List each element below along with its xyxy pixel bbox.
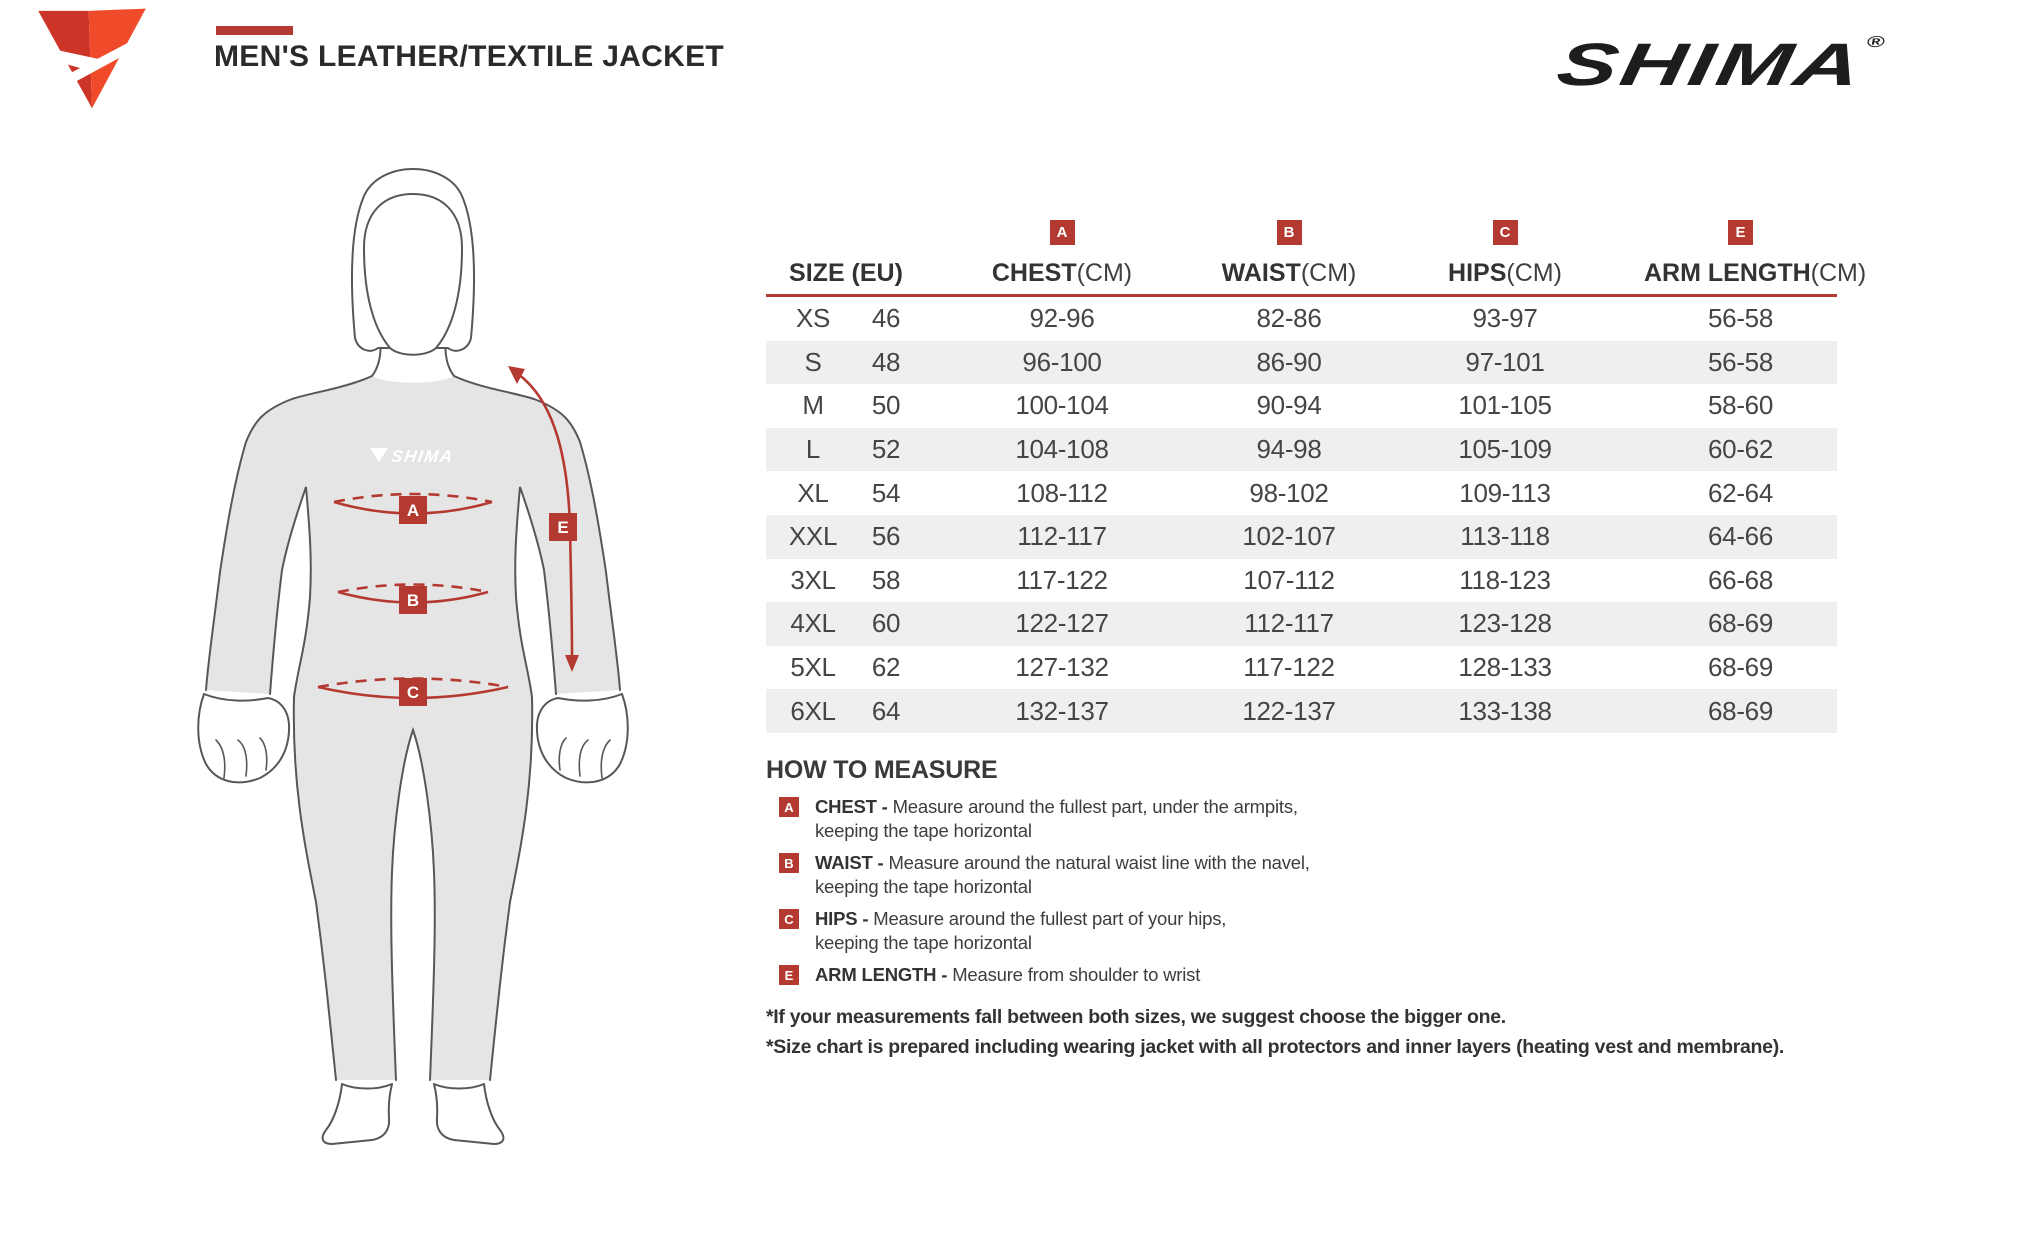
figure-badge-chest <box>399 496 427 524</box>
measure-instructions <box>779 795 1575 987</box>
column-header-chest: CHEST(CM) <box>991 259 1133 287</box>
right-foot <box>434 1084 503 1144</box>
left-hand <box>198 694 289 782</box>
title-accent-bar <box>216 26 293 35</box>
column-badge-chest: A <box>1050 220 1075 245</box>
size-table-body <box>766 297 1837 733</box>
shima-arrow-logo-icon <box>36 6 148 112</box>
right-hand <box>537 694 628 782</box>
column-badge-hips: C <box>1493 220 1518 245</box>
figure-badge-hips <box>399 678 427 706</box>
column-header-size: SIZE (EU) <box>789 259 903 287</box>
registered-trademark-icon: ® <box>1865 34 1887 51</box>
size-table-header <box>766 220 1867 294</box>
table-row: XS 46 92-96 82-86 93-97 56-58 <box>795 303 1773 334</box>
table-row: 3XL 58 117-122 107-112 118-123 66-68 <box>790 564 1773 595</box>
svg-text:B: B <box>406 591 420 610</box>
page-title: MEN'S LEATHER/TEXTILE JACKET <box>214 40 725 73</box>
how-to-measure-heading: HOW TO MEASURE <box>766 756 998 784</box>
measure-item-waist: B WAIST - Measure around the natural waist line with the navel, keeping the tape horizontal <box>779 851 1575 898</box>
figure-badge-arm <box>549 513 577 541</box>
svg-text:C: C <box>406 683 420 702</box>
table-row: 6XL 64 132-137 122-137 133-138 68-69 <box>766 689 1837 733</box>
table-row: XL 54 108-112 98-102 109-113 62-64 <box>797 477 1773 508</box>
svg-text:A: A <box>406 501 420 520</box>
table-row: XXL 56 112-117 102-107 113-118 64-66 <box>766 515 1837 559</box>
table-row: 4XL 60 122-127 112-117 123-128 68-69 <box>766 602 1837 646</box>
left-foot <box>323 1084 392 1144</box>
measure-item-chest: A CHEST - Measure around the fullest part, under the armpits, keeping the tape horizontal <box>779 795 1575 842</box>
table-row: L 52 104-108 94-98 105-109 60-62 <box>766 428 1837 472</box>
column-badge-arm: E <box>1728 220 1753 245</box>
footnote-size-chart: *Size chart is prepared including wearing jacket with all protectors and inner layers (heating vest and membrane). <box>766 1036 1785 1058</box>
measure-badge-chest: A <box>779 797 799 817</box>
measure-badge-hips: C <box>779 909 799 929</box>
column-header-hips: HIPS(CM) <box>1448 259 1562 287</box>
measure-badge-arm: E <box>779 965 799 985</box>
column-header-waist: WAIST(CM) <box>1221 259 1357 287</box>
svg-text:SHIMA: SHIMA <box>390 447 455 466</box>
figure-badge-waist <box>399 586 427 614</box>
body-measurement-diagram <box>168 142 668 1152</box>
measure-badge-waist: B <box>779 853 799 873</box>
column-header-arm: ARM LENGTH(CM) <box>1644 259 1867 287</box>
face <box>364 194 462 355</box>
table-row: 5XL 62 127-132 117-122 128-133 68-69 <box>790 652 1773 683</box>
table-row: S 48 96-100 86-90 97-101 56-58 <box>766 341 1837 385</box>
measure-item-arm-length: E ARM LENGTH - Measure from shoulder to wrist <box>779 963 1575 987</box>
footnote-sizes: *If your measurements fall between both sizes, we suggest choose the bigger one. <box>766 1006 1506 1028</box>
column-badge-waist: B <box>1277 220 1302 245</box>
measure-item-hips: C HIPS - Measure around the fullest part of your hips, keeping the tape horizontal <box>779 907 1575 954</box>
shima-wordmark-logo: SHIMA® <box>1552 31 1887 98</box>
table-row: M 50 100-104 90-94 101-105 58-60 <box>802 390 1773 421</box>
svg-text:E: E <box>557 518 569 537</box>
